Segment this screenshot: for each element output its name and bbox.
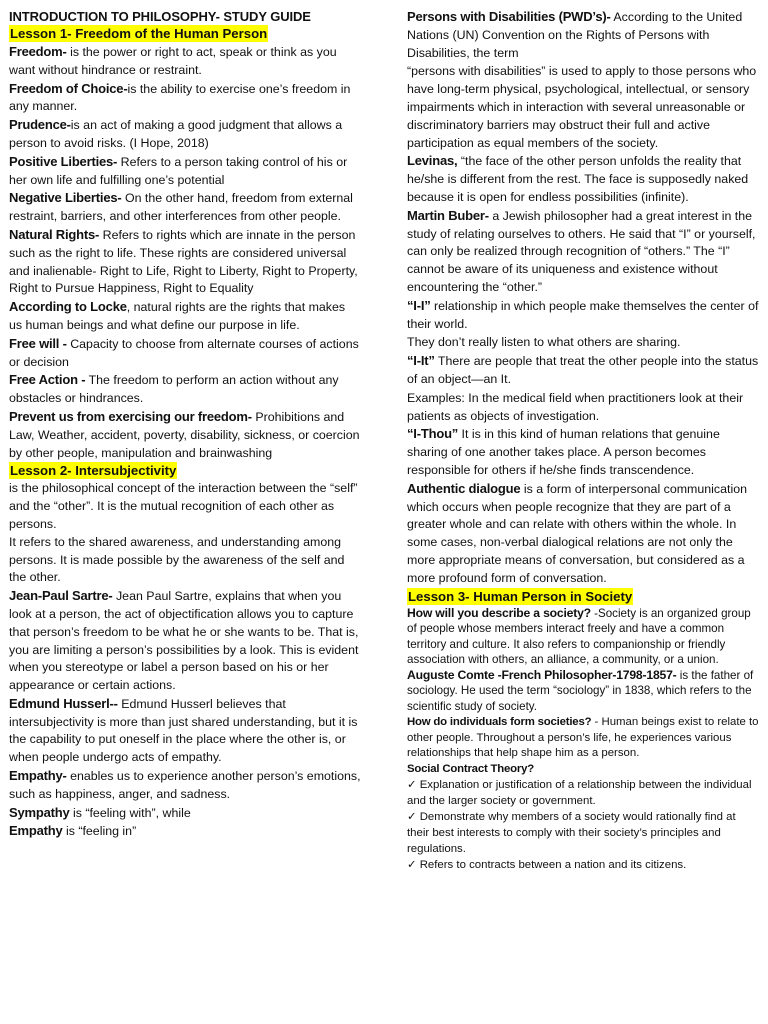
entry bbox=[9, 43, 361, 80]
entry bbox=[407, 8, 759, 62]
entry bbox=[9, 822, 361, 841]
entry-term: According to Locke bbox=[9, 299, 127, 315]
entry-text: is the father of sociology. He used the term “sociology” in 1838, which refers to the scientific study of society. bbox=[407, 668, 754, 714]
entry-term: Prevent us from exercising our freedom- bbox=[9, 408, 252, 424]
entry-term: Levinas, bbox=[407, 153, 458, 169]
entry bbox=[407, 207, 759, 297]
entry bbox=[407, 333, 759, 352]
entry-text: Refers to rights which are innate in the person such as the right to life. These rights are considered universal and inalienable- Right to Life, Right to Liberty, Right to Property, Right to Pursue Happiness, Right to Equality bbox=[9, 227, 358, 296]
entry bbox=[407, 762, 759, 778]
entry bbox=[407, 297, 759, 334]
entry-text: is an act of making a good judgment that allows a person to avoid risks. (I Hope, 2018) bbox=[9, 118, 343, 150]
entry-text: ✓ Demonstrate why members of a society would rationally find at their best interests to comply with their society’s principles and regulations. bbox=[407, 811, 736, 855]
entry-text: is the power or right to act, speak or think as you want without hindrance or restraint. bbox=[9, 45, 337, 77]
entry bbox=[407, 858, 759, 874]
entry bbox=[407, 810, 759, 858]
entry-text: Refers to a person taking control of his or her own life and fulfilling one’s potential bbox=[9, 154, 348, 187]
entry-text: , natural rights are the rights that makes us human beings and what define our purpose in life. bbox=[9, 300, 346, 332]
entry-text: Prohibitions and Law, Weather, accident, poverty, disability, sickness, or coercion by other people, manipulation and brainwashing bbox=[9, 409, 360, 460]
entry bbox=[9, 298, 361, 335]
entry bbox=[9, 226, 361, 298]
entry-text: a Jewish philosopher had a great interest in the study of relating ourselves to others. He said that “I” or yourself, can only be realized through recognition of “others.” The “I” cannot be aware of its uniqueness and existence without encountering the “other.” bbox=[407, 208, 756, 294]
entry-term: Empathy bbox=[9, 823, 63, 839]
entry bbox=[9, 116, 361, 153]
entry bbox=[9, 767, 361, 804]
lesson-2-heading: Lesson 2- Intersubjectivity bbox=[10, 463, 177, 479]
entry bbox=[9, 189, 361, 226]
entry-text: is the ability to exercise one’s freedom in any manner. bbox=[9, 81, 351, 114]
lesson-2-heading-row bbox=[9, 462, 361, 480]
entry-term: “I-It” bbox=[407, 353, 435, 369]
entry-text: Examples: In the medical field when practitioners look at their patients as objects of investigation. bbox=[407, 390, 744, 423]
entry-term: Persons with Disabilities (PWD’s)- bbox=[407, 9, 611, 24]
entry bbox=[407, 389, 759, 426]
entry-term: Edmund Husserl-- bbox=[9, 695, 118, 711]
entry-term: Empathy- bbox=[9, 768, 67, 784]
entry-text: enables us to experience another person’s emotions, such as happiness, anger, and sadness. bbox=[9, 769, 361, 801]
entry-text: is “feeling with”, while bbox=[69, 805, 191, 820]
entry bbox=[407, 715, 759, 763]
entry-text: relationship in which people make themselves the center of their world. bbox=[407, 298, 759, 331]
entry-term: Authentic dialogue bbox=[407, 480, 521, 496]
lesson-3-entries bbox=[407, 606, 759, 715]
right-column bbox=[407, 8, 759, 874]
entry-term: Auguste Comte -French Philosopher-1798-1857- bbox=[407, 667, 677, 682]
lesson-2-intro-2: It refers to the shared awareness, and understanding among persons. It is made possible by the awareness of the self and the other. bbox=[9, 534, 345, 585]
entry-term: Natural Rights- bbox=[9, 226, 100, 242]
entry-text: ✓ Refers to contracts between a nation and its citizens. bbox=[407, 858, 687, 871]
lesson-2-right-entries bbox=[407, 8, 759, 588]
entry-text: - Human beings exist to relate to other people. Throughout a person’s life, he experiences various relationships that help shape him as a person. bbox=[407, 715, 759, 760]
entry-text: Capacity to choose from alternate courses of actions or decision bbox=[9, 336, 359, 369]
entry-term: Positive Liberties- bbox=[9, 153, 118, 169]
entry-term: How do individuals form societies? bbox=[407, 715, 592, 728]
entry-text: -Society is an organized group of people whose members interact freely and have a common territory and culture. It also refers to companionship or friendly association with others, an alliance, a community, or a union. bbox=[407, 606, 751, 667]
lesson-3-heading: Lesson 3- Human Person in Society bbox=[408, 588, 633, 604]
entry bbox=[407, 425, 759, 479]
entry-term: Jean-Paul Sartre- bbox=[9, 588, 113, 604]
entry bbox=[9, 695, 361, 767]
entry-term: “I-Thou” bbox=[407, 426, 459, 442]
entry-text: Edmund Husserl believes that intersubjectivity is more than just shared understanding, but it is the capability to put oneself in the place where the other is, or when people undergo acts of empathy. bbox=[9, 696, 358, 765]
entry bbox=[407, 152, 759, 206]
entry-text: According to the United Nations (UN) Convention on the Rights of Persons with Disabilities, the term bbox=[407, 10, 743, 60]
entry-term: Sympathy bbox=[9, 804, 70, 820]
lesson-2-intro-1: is the philosophical concept of the interaction between the “self” and the “other”. It is the mutual recognition of each other as persons. bbox=[9, 481, 358, 531]
entry bbox=[407, 778, 759, 810]
entry-term: Negative Liberties- bbox=[9, 190, 122, 206]
entry bbox=[407, 62, 759, 152]
entry-text: They don’t really listen to what others are sharing. bbox=[407, 335, 681, 350]
entry-text: On the other hand, freedom from external restraint, barriers, and other interferences from other people. bbox=[9, 191, 353, 224]
entry bbox=[9, 408, 361, 462]
entry bbox=[9, 153, 361, 190]
entry bbox=[407, 480, 759, 588]
entry bbox=[9, 80, 361, 117]
entry-term: Social Contract Theory? bbox=[407, 763, 535, 776]
entry bbox=[407, 606, 759, 668]
lesson-1-entries bbox=[9, 43, 361, 462]
lesson-2-entries bbox=[9, 587, 361, 841]
entry-text: It is in this kind of human relations that genuine sharing of one another takes place. A person becomes responsible for others if he/she finds transcendence. bbox=[407, 427, 720, 477]
entry-text: “persons with disabilities” is used to apply to those persons who have long-term physical, psychological, intellectual, or sensory impairments which in interaction with several unreasonable or discriminatory barriers may obstruct their full and active participation as equal members of the society. bbox=[407, 64, 757, 150]
entry-text: The freedom to perform an action without any obstacles or hindrances. bbox=[9, 373, 339, 406]
entry-term: Martin Buber- bbox=[407, 207, 489, 223]
entry-text: Jean Paul Sartre, explains that when you look at a person, the act of objectification allows you to capture that person’s freedom to be what he or she wants to be. That is, you are limiting a person’s possibilities by a look. This is evident when you stereotype or label a person based on his or her appearance or certain actions. bbox=[9, 589, 359, 693]
lesson-1-heading: Lesson 1- Freedom of the Human Person bbox=[10, 26, 268, 41]
lesson-3-heading-row bbox=[407, 588, 759, 606]
entry-text: is “feeling in” bbox=[62, 824, 137, 839]
entry-term: Freedom- bbox=[9, 44, 67, 59]
entry-term: Freedom of Choice- bbox=[9, 80, 128, 96]
entry-text: There are people that treat the other people into the status of an object—an It. bbox=[407, 354, 759, 386]
lesson-3-small-entries bbox=[407, 715, 759, 874]
entry bbox=[9, 371, 361, 408]
entry bbox=[9, 587, 361, 695]
entry bbox=[9, 804, 361, 823]
entry-term: Free will - bbox=[9, 335, 67, 351]
entry-text: “the face of the other person unfolds the reality that he/she is different from the rest. The face is supposedly naked because it is open for endless possibilities (infinite). bbox=[407, 154, 749, 204]
entry-term: Prudence- bbox=[9, 117, 71, 133]
lesson-1-heading-row bbox=[9, 25, 361, 43]
entry-term: Free Action - bbox=[9, 372, 86, 388]
entry-text: ✓ Explanation or justification of a relationship between the individual and the larger society or government. bbox=[407, 779, 752, 808]
page-title: INTRODUCTION TO PHILOSOPHY- STUDY GUIDE bbox=[9, 9, 311, 24]
left-column bbox=[9, 8, 361, 841]
entry bbox=[9, 335, 361, 372]
entry-text: is a form of interpersonal communication which occurs when people recognize that they are part of a greater whole and can relate with others within the whole. In some cases, non-verbal dialogical relations are not only the more appropriate means of conversation, but considered as a more profound form of conversation. bbox=[407, 481, 747, 585]
entry bbox=[407, 352, 759, 389]
entry-term: “I-I” bbox=[407, 297, 431, 313]
entry-term: How will you describe a society? bbox=[407, 605, 591, 620]
entry bbox=[407, 668, 759, 715]
